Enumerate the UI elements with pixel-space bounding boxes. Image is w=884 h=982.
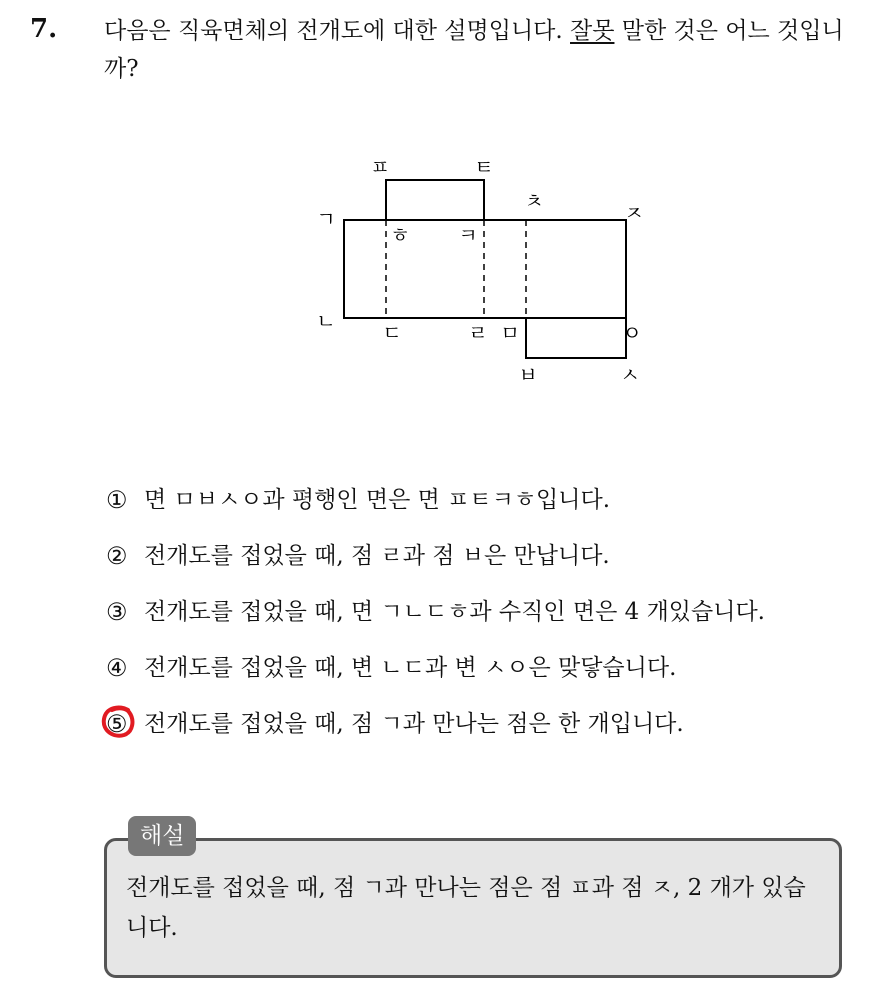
choice-3-text: 전개도를 접었을 때, 면 ㄱㄴㄷㅎ과 수직인 면은 4 개있습니다. (144, 599, 765, 625)
choice-5-text: 전개도를 접었을 때, 점 ㄱ과 만나는 점은 한 개입니다. (144, 711, 684, 737)
label-siot: ㅅ (620, 363, 640, 387)
label-chieut: ㅊ (524, 189, 544, 213)
choice-4[interactable] (106, 640, 866, 696)
choice-1-text: 면 ㅁㅂㅅㅇ과 평행인 면은 면 ㅍㅌㅋㅎ입니다. (144, 487, 611, 513)
cuboid-net-diagram (300, 150, 660, 390)
choice-5-mark-glyph: ⑤ (106, 710, 128, 738)
choice-5[interactable] (106, 696, 866, 752)
bottom-face-outline (526, 318, 626, 358)
choice-3[interactable] (106, 584, 866, 640)
label-kieuk: ㅋ (458, 223, 478, 247)
answer-red-circle-icon (100, 704, 136, 740)
label-mieum: ㅁ (500, 321, 520, 345)
choice-5-mark (106, 704, 144, 744)
top-face-outline (386, 180, 484, 220)
label-jieut: ㅈ (624, 201, 644, 225)
choice-3-mark: ③ (106, 598, 128, 626)
choice-4-text: 전개도를 접었을 때, 변 ㄴㄷ과 변 ㅅㅇ은 맞닿습니다. (144, 655, 677, 681)
label-bieup: ㅂ (518, 363, 538, 387)
choice-1-mark: ① (106, 486, 128, 514)
label-hieut: ㅎ (390, 223, 410, 247)
choice-2[interactable] (106, 528, 866, 584)
explanation-tag: 해설 (128, 816, 196, 856)
question-underlined-word: 잘못 (570, 18, 615, 44)
answer-choices (106, 472, 866, 752)
label-rieul: ㄹ (468, 321, 488, 345)
label-giyeok: ㄱ (316, 207, 336, 231)
choice-2-mark: ② (106, 542, 128, 570)
label-ieung: ㅇ (622, 321, 642, 345)
label-pieup: ㅍ (370, 155, 390, 179)
explanation-text: 전개도를 접었을 때, 점 ㄱ과 만나는 점은 점 ㅍ과 점 ㅈ, 2 개가 있습니다. (126, 875, 806, 941)
net-fold-lines (386, 220, 626, 318)
choice-2-text: 전개도를 접었을 때, 점 ㄹ과 점 ㅂ은 만납니다. (144, 543, 610, 569)
label-digeut: ㄷ (382, 321, 402, 345)
question-number: 7. (30, 14, 58, 44)
label-tieut: ㅌ (474, 155, 494, 179)
label-nieun: ㄴ (316, 309, 336, 333)
question-text-before: 다음은 직육면체의 전개도에 대한 설명입니다. (104, 18, 571, 44)
choice-4-mark: ④ (106, 654, 128, 682)
question-text (104, 12, 864, 88)
question-text-after: 말한 것은 어느 것입니까? (104, 18, 844, 82)
choice-1[interactable] (106, 472, 866, 528)
